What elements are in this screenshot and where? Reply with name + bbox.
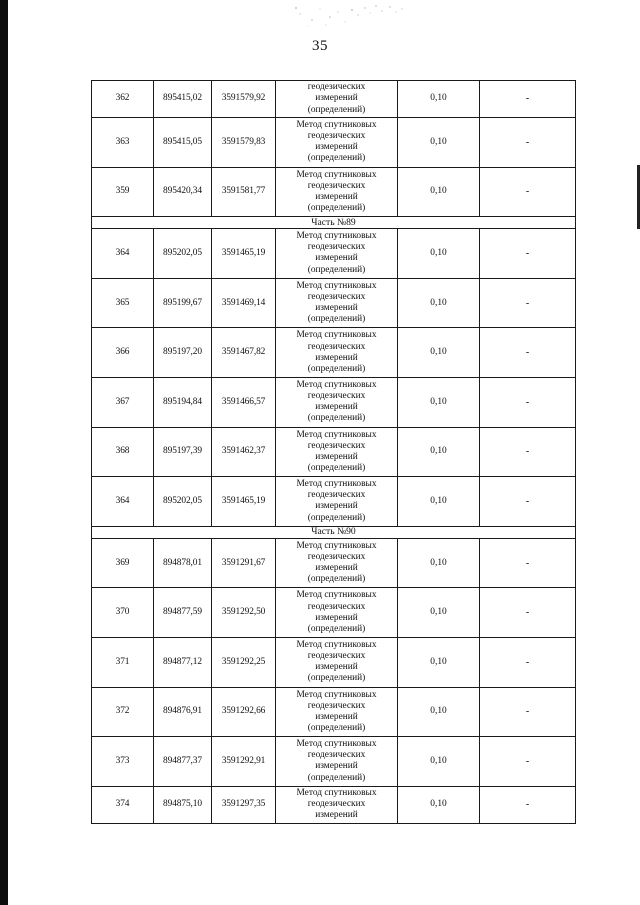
note-cell: - — [480, 377, 576, 427]
point-number-cell: 363 — [92, 118, 154, 168]
method-cell — [276, 737, 398, 787]
method-line: Метод спутниковых — [296, 640, 377, 651]
method-line: (определений) — [307, 722, 366, 733]
x-coordinate-cell: 895197,20 — [154, 328, 212, 378]
point-number-cell: 367 — [92, 377, 154, 427]
table-body — [92, 81, 576, 824]
y-coordinate-cell: 3591467,82 — [212, 328, 276, 378]
method-line: геодезических — [307, 180, 366, 191]
x-coordinate-cell: 895420,34 — [154, 167, 212, 217]
y-coordinate-cell: 3591581,77 — [212, 167, 276, 217]
point-number-cell: 364 — [92, 229, 154, 279]
method-line: геодезических — [307, 291, 366, 302]
note-cell: - — [480, 167, 576, 217]
y-coordinate-cell: 3591297,35 — [212, 786, 276, 823]
method-cell — [276, 588, 398, 638]
method-cell — [276, 427, 398, 477]
method-line: геодезических — [307, 651, 366, 662]
table-row — [92, 427, 576, 477]
accuracy-cell: 0,10 — [398, 588, 480, 638]
table-row — [92, 328, 576, 378]
note-cell: - — [480, 538, 576, 588]
method-line: геодезических — [307, 750, 366, 761]
method-cell — [276, 229, 398, 279]
table-row — [92, 538, 576, 588]
method-cell — [276, 377, 398, 427]
note-cell: - — [480, 588, 576, 638]
method-line: Метод спутниковых — [296, 330, 377, 341]
scan-left-edge — [0, 0, 8, 905]
point-number-cell: 373 — [92, 737, 154, 787]
accuracy-cell: 0,10 — [398, 278, 480, 328]
method-line: измерений — [315, 563, 358, 574]
y-coordinate-cell: 3591292,91 — [212, 737, 276, 787]
coordinates-table — [91, 80, 576, 824]
table-row — [92, 118, 576, 168]
method-cell — [276, 538, 398, 588]
method-line: измерений — [315, 352, 358, 363]
method-line: (определений) — [307, 462, 366, 473]
point-number-cell: 374 — [92, 786, 154, 823]
method-cell — [276, 687, 398, 737]
section-header-row — [92, 217, 576, 229]
table-row — [92, 229, 576, 279]
note-cell: - — [480, 687, 576, 737]
point-number-cell: 362 — [92, 81, 154, 118]
point-number-cell: 366 — [92, 328, 154, 378]
method-cell — [276, 167, 398, 217]
table-row — [92, 588, 576, 638]
section-title: Часть №89 — [92, 217, 576, 229]
method-line: измерений — [315, 191, 358, 202]
section-title: Часть №90 — [92, 526, 576, 538]
note-cell: - — [480, 427, 576, 477]
method-line: (определений) — [307, 512, 366, 523]
x-coordinate-cell: 895199,67 — [154, 278, 212, 328]
method-cell — [276, 477, 398, 527]
scan-speckle — [290, 0, 410, 30]
method-line: (определений) — [307, 314, 366, 325]
method-line: измерений — [315, 810, 358, 821]
method-cell — [276, 328, 398, 378]
method-line: геодезических — [307, 131, 366, 142]
y-coordinate-cell: 3591291,67 — [212, 538, 276, 588]
x-coordinate-cell: 894878,01 — [154, 538, 212, 588]
method-line: (определений) — [307, 673, 366, 684]
method-line: геодезических — [307, 700, 366, 711]
method-cell — [276, 637, 398, 687]
point-number-cell: 369 — [92, 538, 154, 588]
note-cell: - — [480, 737, 576, 787]
table-row — [92, 786, 576, 823]
accuracy-cell: 0,10 — [398, 167, 480, 217]
accuracy-cell: 0,10 — [398, 477, 480, 527]
accuracy-cell: 0,10 — [398, 81, 480, 118]
note-cell: - — [480, 477, 576, 527]
x-coordinate-cell: 895415,05 — [154, 118, 212, 168]
accuracy-cell: 0,10 — [398, 538, 480, 588]
x-coordinate-cell: 895202,05 — [154, 229, 212, 279]
method-line: (определений) — [307, 772, 366, 783]
note-cell: - — [480, 637, 576, 687]
accuracy-cell: 0,10 — [398, 687, 480, 737]
method-line: (определений) — [307, 264, 366, 275]
y-coordinate-cell: 3591292,25 — [212, 637, 276, 687]
method-line: геодезических — [307, 440, 366, 451]
accuracy-cell: 0,10 — [398, 328, 480, 378]
method-line: измерений — [315, 612, 358, 623]
table-row — [92, 81, 576, 118]
method-line: геодезических — [307, 341, 366, 352]
point-number-cell: 368 — [92, 427, 154, 477]
note-cell: - — [480, 786, 576, 823]
y-coordinate-cell: 3591466,57 — [212, 377, 276, 427]
point-number-cell: 359 — [92, 167, 154, 217]
method-line: измерений — [315, 303, 358, 314]
section-header-row — [92, 526, 576, 538]
method-line: (определений) — [307, 623, 366, 634]
note-cell: - — [480, 81, 576, 118]
method-line: (определений) — [307, 363, 366, 374]
method-line: Метод спутниковых — [296, 280, 377, 291]
method-line: Метод спутниковых — [296, 479, 377, 490]
method-line: Метод спутниковых — [296, 788, 377, 799]
method-line: Метод спутниковых — [296, 590, 377, 601]
method-line: геодезических — [307, 242, 366, 253]
accuracy-cell: 0,10 — [398, 377, 480, 427]
method-line: измерений — [315, 662, 358, 673]
method-line: (определений) — [307, 574, 366, 585]
x-coordinate-cell: 894877,59 — [154, 588, 212, 638]
y-coordinate-cell: 3591579,92 — [212, 81, 276, 118]
method-cell — [276, 81, 398, 118]
table-row — [92, 167, 576, 217]
method-line: (определений) — [307, 202, 366, 213]
x-coordinate-cell: 894877,12 — [154, 637, 212, 687]
method-line: Метод спутниковых — [296, 429, 377, 440]
y-coordinate-cell: 3591465,19 — [212, 229, 276, 279]
table-row — [92, 687, 576, 737]
point-number-cell: 370 — [92, 588, 154, 638]
table-row — [92, 377, 576, 427]
table-row — [92, 278, 576, 328]
method-line: геодезических — [307, 82, 366, 93]
method-line: измерений — [315, 761, 358, 772]
note-cell: - — [480, 328, 576, 378]
method-line: Метод спутниковых — [296, 540, 377, 551]
method-line: измерений — [315, 451, 358, 462]
method-line: Метод спутниковых — [296, 231, 377, 242]
method-line: Метод спутниковых — [296, 380, 377, 391]
method-line: геодезических — [307, 391, 366, 402]
accuracy-cell: 0,10 — [398, 637, 480, 687]
method-line: измерений — [315, 501, 358, 512]
x-coordinate-cell: 894876,91 — [154, 687, 212, 737]
accuracy-cell: 0,10 — [398, 427, 480, 477]
method-line: геодезических — [307, 551, 366, 562]
method-line: Метод спутниковых — [296, 739, 377, 750]
method-line: (определений) — [307, 413, 366, 424]
point-number-cell: 365 — [92, 278, 154, 328]
note-cell: - — [480, 278, 576, 328]
method-line: Метод спутниковых — [296, 120, 377, 131]
x-coordinate-cell: 894877,37 — [154, 737, 212, 787]
y-coordinate-cell: 3591579,83 — [212, 118, 276, 168]
point-number-cell: 364 — [92, 477, 154, 527]
method-line: измерений — [315, 711, 358, 722]
method-line: Метод спутниковых — [296, 169, 377, 180]
method-cell — [276, 278, 398, 328]
method-line: измерений — [315, 142, 358, 153]
accuracy-cell: 0,10 — [398, 229, 480, 279]
x-coordinate-cell: 894875,10 — [154, 786, 212, 823]
method-cell — [276, 786, 398, 823]
accuracy-cell: 0,10 — [398, 786, 480, 823]
y-coordinate-cell: 3591292,50 — [212, 588, 276, 638]
x-coordinate-cell: 895202,05 — [154, 477, 212, 527]
y-coordinate-cell: 3591462,37 — [212, 427, 276, 477]
point-number-cell: 372 — [92, 687, 154, 737]
page-number: 35 — [312, 38, 328, 54]
accuracy-cell: 0,10 — [398, 737, 480, 787]
table-row — [92, 737, 576, 787]
table-row — [92, 637, 576, 687]
method-line: измерений — [315, 253, 358, 264]
method-line: геодезических — [307, 799, 366, 810]
x-coordinate-cell: 895197,39 — [154, 427, 212, 477]
point-number-cell: 371 — [92, 637, 154, 687]
accuracy-cell: 0,10 — [398, 118, 480, 168]
y-coordinate-cell: 3591292,66 — [212, 687, 276, 737]
method-line: измерений — [315, 93, 358, 104]
table-row — [92, 477, 576, 527]
note-cell: - — [480, 118, 576, 168]
method-line: геодезических — [307, 601, 366, 612]
method-cell — [276, 118, 398, 168]
method-line: (определений) — [307, 104, 366, 115]
method-line: геодезических — [307, 490, 366, 501]
method-line: измерений — [315, 402, 358, 413]
method-line: Метод спутниковых — [296, 689, 377, 700]
y-coordinate-cell: 3591469,14 — [212, 278, 276, 328]
x-coordinate-cell: 895194,84 — [154, 377, 212, 427]
x-coordinate-cell: 895415,02 — [154, 81, 212, 118]
y-coordinate-cell: 3591465,19 — [212, 477, 276, 527]
method-line: (определений) — [307, 153, 366, 164]
note-cell: - — [480, 229, 576, 279]
